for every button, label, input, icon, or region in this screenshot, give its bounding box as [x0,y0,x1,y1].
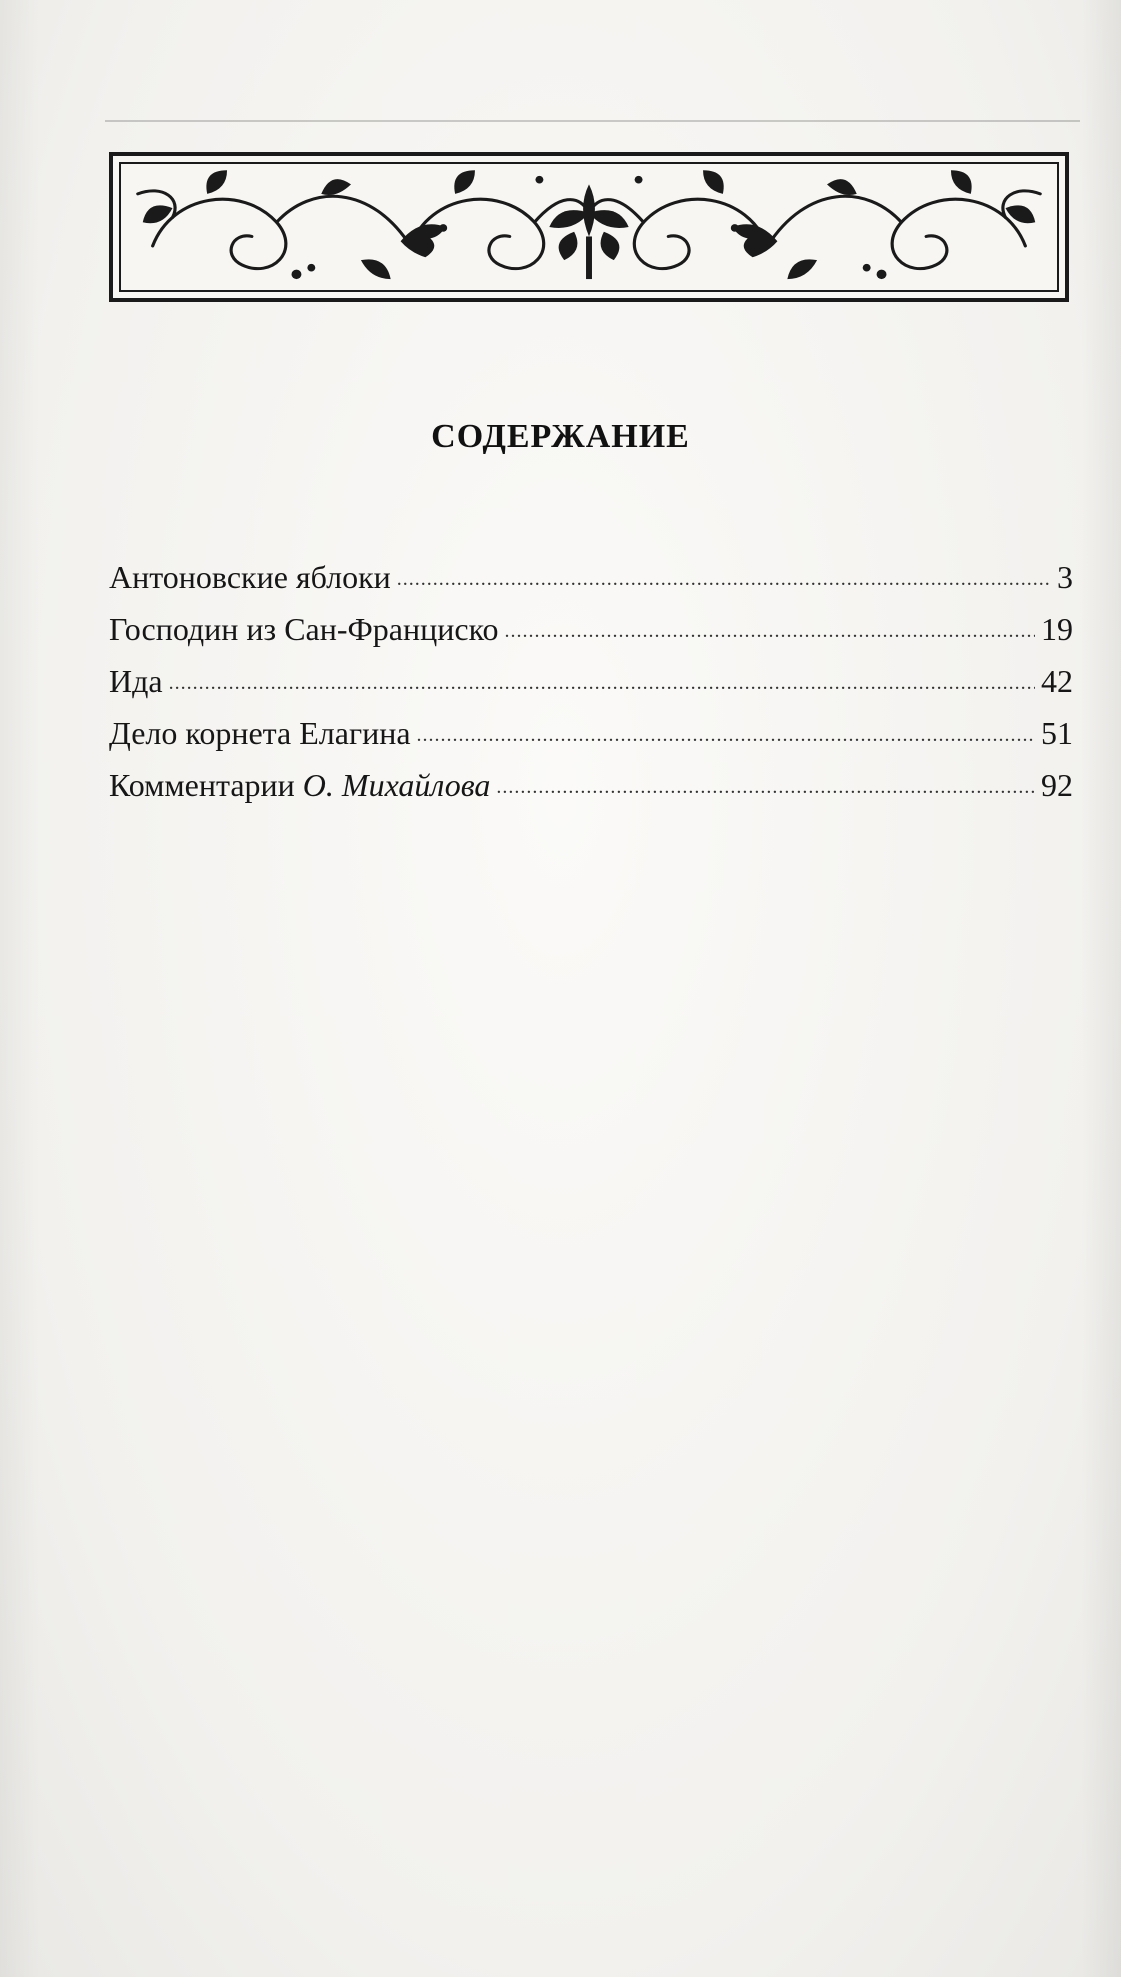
reverse-running-header [105,80,1080,122]
toc-entry [109,660,1073,712]
toc-entry-title: Ида [109,663,163,699]
ornament-frame [109,152,1069,302]
toc-entry [109,764,1073,816]
toc-leader-dots [397,556,1051,588]
toc-leader-dots [505,608,1036,640]
table-of-contents [109,556,1073,816]
toc-entry [109,556,1073,608]
toc-leader-dots [417,712,1035,744]
page-shadow-left [0,0,40,1977]
toc-entry [109,608,1073,660]
toc-entry-title: Господин из Сан-Франциско [109,611,499,647]
toc-entry-title: Антоновские яблоки [109,559,391,595]
toc-entry-author: О. Михайлова [302,767,491,803]
toc-entry-title [109,767,490,804]
page-shadow-right [1081,0,1121,1977]
toc-entry [109,712,1073,764]
toc-entry-page: 92 [1041,767,1073,803]
toc-entry-title-text: Комментарии [109,767,303,803]
toc-leader-dots [496,764,1035,796]
page-title: СОДЕРЖАНИЕ [431,418,690,455]
toc-leader-dots [169,660,1035,692]
toc-entry-title: Дело корнета Елагина [109,715,411,751]
toc-entry-page: 3 [1057,559,1073,595]
toc-entry-page: 42 [1041,663,1073,699]
toc-entry-page: 51 [1041,715,1073,751]
floral-bird-ornament-icon [113,156,1065,298]
toc-entry-page: 19 [1041,611,1073,647]
